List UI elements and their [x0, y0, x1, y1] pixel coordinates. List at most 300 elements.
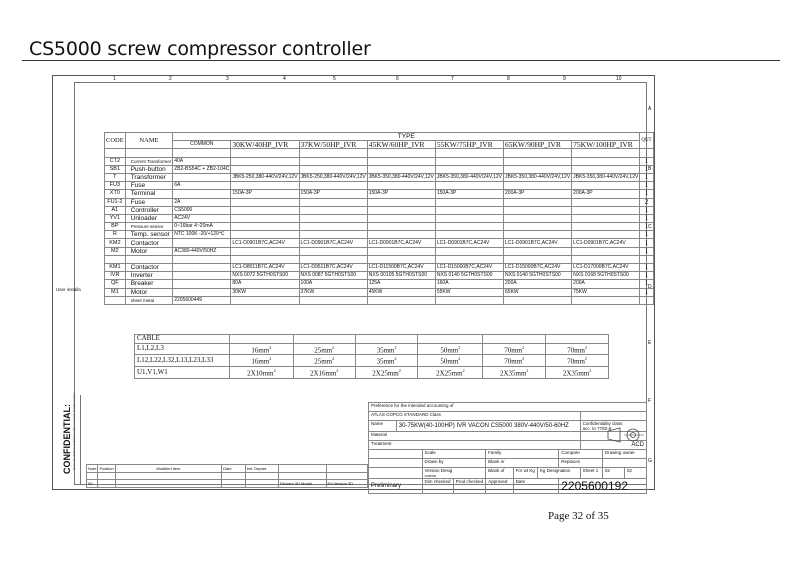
- row-model-value: [299, 182, 367, 190]
- row-model-value: [572, 247, 640, 255]
- row-model-value: [367, 165, 435, 173]
- cable-size: $25mm^2$: [293, 355, 355, 367]
- row-model-value: [435, 255, 503, 263]
- row-model-value: 200A-3P: [504, 190, 572, 198]
- row-model-value: [435, 231, 503, 239]
- drawing-number: 2205600192: [559, 479, 647, 494]
- cable-table: [134, 334, 609, 379]
- row-common: 40A: [173, 157, 231, 165]
- cable-size: $2X35mm^2$: [483, 367, 546, 379]
- row-model-value: [435, 223, 503, 231]
- tb-blank-of: Blank of: [486, 468, 513, 479]
- row-model-value: [504, 247, 572, 255]
- tb-dim-checked: Dim checked: [422, 479, 453, 494]
- row-name: Contactor: [125, 264, 173, 272]
- title-block: [368, 402, 647, 494]
- row-model-value: [504, 206, 572, 214]
- row-model-value: LC1-D0901B7C,AC24V: [231, 239, 299, 247]
- page-title: CS5000 screw compressor controller: [29, 38, 371, 60]
- row-name: Transformer: [125, 173, 173, 181]
- row-letter: F: [648, 398, 652, 404]
- row-model-value: 55KW: [435, 288, 503, 296]
- col-number: 1: [113, 76, 116, 82]
- row-model-value: [231, 223, 299, 231]
- cable-size: $35mm^2$: [355, 355, 418, 367]
- row-model-value: [231, 231, 299, 239]
- row-model-value: [367, 198, 435, 206]
- row-code: IVR: [105, 272, 126, 280]
- row-letter: C: [648, 224, 652, 230]
- tb-date: Date: [513, 479, 559, 494]
- col-number: 2: [169, 76, 172, 82]
- row-common: [173, 255, 231, 263]
- row-qty: 1: [640, 231, 653, 239]
- row-qty: 1: [640, 239, 653, 247]
- col-number: 6: [396, 76, 399, 82]
- row-model-value: 160A: [435, 280, 503, 288]
- code-header: CODE: [105, 133, 126, 149]
- row-model-value: [572, 255, 640, 263]
- tb-for-wt: For wt: [515, 468, 529, 473]
- model-header: 75KW/100HP_IVR: [572, 141, 640, 149]
- row-model-value: 37KW: [299, 288, 367, 296]
- cable-label: L1,L2,L3: [135, 343, 230, 355]
- spec-row: [105, 296, 654, 304]
- spec-row: [105, 165, 654, 173]
- tb-drawing-owner: Drawing owner: [602, 450, 646, 459]
- row-name: Motor: [125, 247, 173, 255]
- row-code: XT0: [105, 190, 126, 198]
- tb-approved: Approved: [486, 479, 513, 494]
- row-name: Temp. sensor: [125, 231, 173, 239]
- row-model-value: JBK5-250,380-440V/24V,12V: [232, 174, 298, 181]
- cable-size: $50mm^2$: [418, 355, 483, 367]
- row-qty: 1: [640, 173, 653, 181]
- row-model-value: 150A-3P: [435, 190, 503, 198]
- row-model-value: [435, 165, 503, 173]
- row-model-value: 200A-3P: [572, 190, 640, 198]
- tb-compare: Compare: [559, 450, 603, 459]
- cable-size: $70mm^2$: [546, 355, 609, 367]
- row-qty: 1: [640, 247, 653, 255]
- row-model-value: JBK5-250,380-440V/24V,12V: [300, 174, 366, 181]
- tb-material: Material: [369, 432, 581, 441]
- revision-block: [86, 464, 368, 488]
- col-number: 10: [616, 76, 622, 82]
- row-model-value: [504, 296, 572, 304]
- tb-drawn-by: Drawn by: [422, 459, 486, 468]
- row-name: Terminal: [125, 190, 173, 198]
- tb-designation: Designation: [546, 468, 571, 473]
- model-header: 65KW/90HP_IVR: [504, 141, 572, 149]
- row-model-value: [572, 182, 640, 190]
- col-number: 7: [451, 76, 454, 82]
- row-model-value: 75KW: [572, 288, 640, 296]
- row-model-value: [367, 247, 435, 255]
- tb-scale: Scale: [422, 450, 486, 459]
- tb-standard: ATLAS COPCO STANDARD Class: [369, 412, 581, 421]
- row-model-value: LC1-D17000B7C,AC24V: [572, 264, 640, 272]
- rev-note-label: Note: [88, 465, 97, 471]
- row-model-value: [231, 198, 299, 206]
- row-model-value: NXS 0140 5GTH0STS00: [435, 272, 503, 280]
- cable-size: $2X35mm^2$: [546, 367, 609, 379]
- row-model-value: 100A: [299, 280, 367, 288]
- row-model-value: NXS 0140 5GTH0STS00: [504, 272, 572, 280]
- row-common: 0~16bar 4~20mA: [173, 223, 231, 231]
- row-model-value: [299, 214, 367, 222]
- cable-size: $2X16mm^2$: [293, 367, 355, 379]
- row-name: Inverter: [125, 272, 173, 280]
- common-header: COMMON: [173, 141, 231, 149]
- row-model-value: [299, 231, 367, 239]
- row-model-value: [367, 182, 435, 190]
- row-model-value: [299, 206, 367, 214]
- cable-size: $2X25mm^2$: [418, 367, 483, 379]
- row-model-value: [231, 255, 299, 263]
- rev-ed-version: Ed Version 3D: [326, 480, 367, 488]
- row-model-value: [435, 296, 503, 304]
- row-model-value: [435, 206, 503, 214]
- spec-row: [105, 280, 654, 288]
- tb-proprietary: Preference for the intended accounting of: [369, 403, 647, 412]
- row-name: Controller: [125, 206, 173, 214]
- row-model-value: [435, 198, 503, 206]
- tb-blank-nr: Blank nr: [486, 459, 559, 468]
- tb-name-label: Name: [369, 421, 397, 432]
- row-code: KM1: [105, 264, 126, 272]
- cable-label: U1,V1,W1: [135, 367, 230, 379]
- cable-row: [135, 367, 609, 379]
- row-model-value: 125A: [367, 280, 435, 288]
- spec-row: [105, 157, 654, 165]
- rev-init-label: Init. Depart.: [245, 465, 279, 473]
- row-qty: 1: [640, 214, 653, 222]
- row-model-value: [299, 165, 367, 173]
- row-code: M1: [105, 288, 126, 296]
- spec-table: [104, 132, 654, 305]
- row-model-value: NXS 0168 5GTH0STS00: [572, 272, 640, 280]
- row-qty: 1: [640, 190, 653, 198]
- tb-family: Family: [486, 450, 559, 459]
- row-model-value: JBK5-350,380-440V/24V,12V: [573, 174, 639, 181]
- col-number: 4: [283, 76, 286, 82]
- row-common: AC380-440V/50HZ: [173, 247, 231, 255]
- row-model-value: [231, 214, 299, 222]
- col-number: 8: [507, 76, 510, 82]
- rev-modified-label: Modified item: [115, 465, 221, 473]
- row-code: FU3: [105, 182, 126, 190]
- row-model-value: 150A-3P: [231, 190, 299, 198]
- cable-size: $70mm^2$: [483, 343, 546, 355]
- model-header: 45KW/60HP_IVR: [367, 141, 435, 149]
- row-qty: 1: [640, 157, 653, 165]
- cable-row: [135, 355, 609, 367]
- row-code: FU1-2: [105, 198, 126, 206]
- col-number: 5: [333, 76, 336, 82]
- cable-size: $16mm^2$: [229, 355, 293, 367]
- qty-header: QUT: [640, 133, 653, 149]
- row-model-value: [435, 182, 503, 190]
- row-qty: 1: [640, 264, 653, 272]
- row-name: Fuse: [125, 198, 173, 206]
- cable-size: $35mm^2$: [355, 343, 418, 355]
- row-model-value: [231, 182, 299, 190]
- confidential-note: Not to be disclosed without written consent of Atlas Copco: [72, 392, 76, 470]
- tb-name-value: 30-75KW(40-100HP) IVR VACON CS5000 380V-440V/50-60HZ: [396, 421, 580, 432]
- row-model-value: LC1-D0901B7C,AC24V: [572, 239, 640, 247]
- row-common: 6A: [173, 182, 231, 190]
- type-header: TYPE: [173, 133, 640, 141]
- row-name: Contactor: [125, 239, 173, 247]
- row-model-value: [572, 157, 640, 165]
- row-common: AC24V: [173, 214, 231, 222]
- row-model-value: [367, 296, 435, 304]
- row-code: R: [105, 231, 126, 239]
- row-model-value: [504, 214, 572, 222]
- spec-row: [105, 173, 654, 181]
- row-name: [125, 255, 173, 263]
- name-header: NAME: [125, 133, 173, 149]
- spec-row: [105, 223, 654, 231]
- row-qty: 1: [640, 165, 653, 173]
- spec-row: [105, 190, 654, 198]
- row-model-value: [299, 255, 367, 263]
- spec-row: [105, 288, 654, 296]
- row-model-value: LC1-D0901B7C,AC24V: [435, 239, 503, 247]
- cable-size: $70mm^2$: [546, 343, 609, 355]
- row-common: NTC 100K -20/+120℃: [173, 231, 231, 239]
- row-letter: A: [648, 106, 652, 112]
- row-model-value: [572, 296, 640, 304]
- row-model-value: [435, 214, 503, 222]
- row-model-value: [504, 157, 572, 165]
- row-model-value: LC1-D11500B7C,AC24V: [367, 264, 435, 272]
- row-qty: 1: [640, 206, 653, 214]
- row-code: KM2: [105, 239, 126, 247]
- tb-prod-checked: Prod checked: [453, 479, 486, 494]
- row-model-value: [504, 223, 572, 231]
- row-common: 2205600449: [173, 296, 231, 304]
- cable-size: $2X10mm^2$: [229, 367, 293, 379]
- row-model-value: [572, 206, 640, 214]
- spec-row: [105, 214, 654, 222]
- row-model-value: 200A: [504, 280, 572, 288]
- row-model-value: [572, 198, 640, 206]
- row-model-value: [231, 157, 299, 165]
- row-common: [173, 264, 231, 272]
- model-header: 30KW/40HP_IVR: [231, 141, 299, 149]
- row-name: Fuse: [125, 182, 173, 190]
- row-model-value: [572, 214, 640, 222]
- spec-row: [105, 182, 654, 190]
- title-rule: [22, 60, 780, 61]
- row-model-value: [367, 255, 435, 263]
- row-name: sheet metal: [125, 296, 173, 304]
- tb-version-desig: Version Desig: [424, 468, 453, 473]
- row-model-value: [367, 157, 435, 165]
- row-common: 2A: [173, 198, 231, 206]
- spec-row: [105, 239, 654, 247]
- row-model-value: 65KW: [504, 288, 572, 296]
- row-model-value: [504, 198, 572, 206]
- row-model-value: LC1-D9511B7C,AC24V: [299, 264, 367, 272]
- row-model-value: 80A: [231, 280, 299, 288]
- row-model-value: 150A-3P: [367, 190, 435, 198]
- left-strip-divider: [80, 395, 81, 485]
- row-model-value: LC1-D0901B7C,AC24V: [367, 239, 435, 247]
- row-model-value: [504, 231, 572, 239]
- row-model-value: [299, 198, 367, 206]
- row-common: ZB2-BS54C + ZB2-104C: [174, 165, 230, 172]
- row-qty: [640, 255, 653, 263]
- row-model-value: [367, 214, 435, 222]
- row-model-value: [231, 165, 299, 173]
- tb-kg1: Kg: [529, 468, 535, 473]
- cable-label: L12,L22,L32,L13,L23,L33: [135, 355, 230, 367]
- row-model-value: [367, 206, 435, 214]
- cable-title: CABLE: [135, 335, 230, 344]
- row-model-value: LC1-D15000B7C,AC24V: [435, 264, 503, 272]
- row-model-value: LC1-D0901B7C,AC24V: [299, 239, 367, 247]
- row-model-value: [231, 247, 299, 255]
- row-model-value: [504, 165, 572, 173]
- row-qty: 1: [640, 288, 653, 296]
- row-model-value: JBK5-350,380-440V/24V,12V: [505, 174, 571, 181]
- row-model-value: [572, 223, 640, 231]
- spec-row: [105, 255, 654, 263]
- row-model-value: [367, 223, 435, 231]
- row-name: Push-button: [125, 165, 173, 173]
- projection-symbol-icon: [606, 425, 646, 445]
- tb-sheet-no: 1: [595, 468, 599, 473]
- row-model-value: LC1-D15000B7C,AC24V: [504, 264, 572, 272]
- row-model-value: [367, 231, 435, 239]
- tb-doc-ref: acc. to 7782-8: [582, 426, 612, 431]
- row-model-value: [299, 157, 367, 165]
- spec-row: [105, 247, 654, 255]
- row-name: Pressure sensor: [125, 223, 173, 231]
- row-common: [173, 239, 231, 247]
- tb-sheet-v2: 02: [624, 468, 646, 479]
- row-model-value: 30KW: [231, 288, 299, 296]
- row-model-value: 150A-3P: [299, 190, 367, 198]
- row-qty: 2: [640, 198, 653, 206]
- cable-size: $50mm^2$: [418, 343, 483, 355]
- tb-acd: ACD: [580, 441, 646, 450]
- tb-treatment: Treatment: [369, 441, 581, 450]
- row-name: Current Transformer: [125, 157, 173, 165]
- row-common: [173, 288, 231, 296]
- row-qty: 1: [640, 272, 653, 280]
- col-number: 3: [226, 76, 229, 82]
- row-code: [105, 296, 126, 304]
- tb-preliminary: Preliminary: [369, 479, 423, 494]
- row-letter: B: [648, 166, 652, 172]
- row-common: [173, 173, 231, 181]
- row-model-value: JBK5-350,380-440V/24V,12V: [436, 174, 503, 181]
- row-name: Motor: [125, 288, 173, 296]
- row-name: Unloader: [125, 214, 173, 222]
- col-number: 9: [563, 76, 566, 82]
- spec-row: [105, 264, 654, 272]
- row-common: CS5000: [173, 206, 231, 214]
- row-common: [173, 190, 231, 198]
- row-code: M2: [105, 247, 126, 255]
- row-qty: 1: [640, 182, 653, 190]
- spec-row: [105, 272, 654, 280]
- row-common: [173, 272, 231, 280]
- tb-kg2: Kg: [539, 468, 546, 473]
- row-code: BP: [105, 223, 126, 231]
- spec-row: [105, 198, 654, 206]
- spec-row: [105, 206, 654, 214]
- row-letter: E: [648, 340, 652, 346]
- tb-small-val: 2205600: [424, 474, 437, 478]
- rev-position-label: Position: [99, 465, 114, 471]
- row-code: T: [105, 173, 126, 181]
- tb-confidential-class: Confidentiality class: [582, 421, 623, 426]
- tb-sheet-v1: 02: [602, 468, 624, 479]
- row-model-value: [504, 255, 572, 263]
- row-model-value: 45KW: [367, 288, 435, 296]
- row-model-value: NXS 00105 5GTH0STS00: [367, 272, 435, 280]
- cable-size: $70mm^2$: [483, 355, 546, 367]
- row-model-value: [572, 231, 640, 239]
- model-header: 55KW/75HP_IVR: [435, 141, 503, 149]
- row-code: [105, 255, 126, 263]
- row-model-value: [299, 247, 367, 255]
- row-common: [173, 280, 231, 288]
- row-code: QF: [105, 280, 126, 288]
- row-model-value: [299, 296, 367, 304]
- page-footer: Page 32 of 35: [548, 510, 609, 522]
- rev-ref: 00: [87, 480, 98, 488]
- row-model-value: LC1-D0901B7C,AC24V: [504, 239, 572, 247]
- row-model-value: [435, 247, 503, 255]
- row-model-value: [231, 206, 299, 214]
- row-qty: [640, 296, 653, 304]
- row-model-value: 200A: [572, 280, 640, 288]
- tb-replaces: Replaces: [559, 459, 603, 468]
- row-model-value: [299, 223, 367, 231]
- row-name: Breaker: [125, 280, 173, 288]
- row-qty: 1: [640, 280, 653, 288]
- rev-date-label: Date: [222, 465, 245, 473]
- model-header: 37KW/50HP_IVR: [299, 141, 367, 149]
- tb-sheet-label: Sheet: [582, 468, 595, 473]
- row-code: CT2: [105, 157, 126, 165]
- row-model-value: [572, 165, 640, 173]
- cable-size: $2X25mm^2$: [355, 367, 418, 379]
- confidential-label: CONFIDENTIAL:: [62, 404, 72, 474]
- row-qty: 1: [640, 223, 653, 231]
- row-code: YV1: [105, 214, 126, 222]
- row-model-value: [435, 157, 503, 165]
- row-letter: G: [648, 458, 652, 464]
- cable-size: $25mm^2$: [293, 343, 355, 355]
- row-letter: D: [648, 284, 652, 290]
- cable-size: $16mm^2$: [229, 343, 293, 355]
- spec-row: [105, 231, 654, 239]
- row-code: SB1: [105, 165, 126, 173]
- rev-pm-model: Pictorm 3D Model: [279, 480, 326, 488]
- side-label: User installa: [56, 287, 81, 292]
- row-code: A1: [105, 206, 126, 214]
- row-model-value: JBK5-350,380-440V/24V,12V: [368, 174, 434, 181]
- row-model-value: NXS 0072 5GTH0STS00: [231, 272, 299, 280]
- row-model-value: [504, 182, 572, 190]
